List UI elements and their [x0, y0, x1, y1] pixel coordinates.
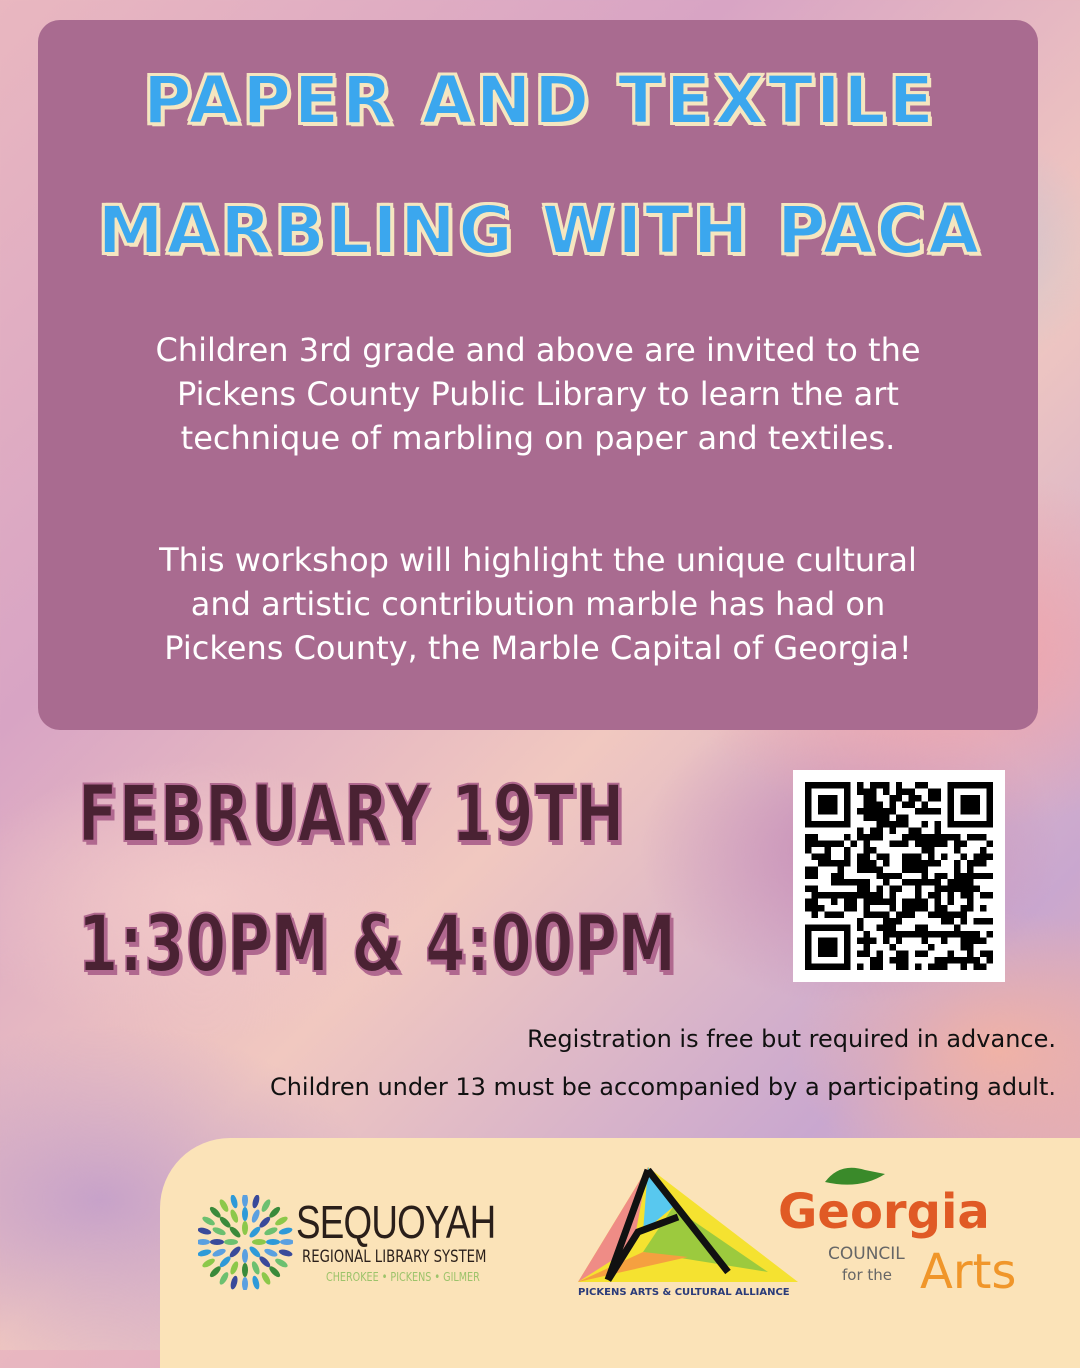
text-line: Children 3rd grade and above are invited to the — [155, 331, 921, 369]
text-line: Pickens County, the Marble Capital of Georgia! — [164, 629, 912, 667]
gca-for-the: for the — [842, 1266, 893, 1284]
description-paragraph-1 — [38, 328, 1038, 460]
gca-council: COUNCIL — [828, 1244, 905, 1264]
registration-note: Registration is free but required in advance. — [527, 1025, 1056, 1053]
sequoyah-name: SEQUOYAH — [296, 1196, 496, 1248]
paca-name: PICKENS ARTS & CULTURAL ALLIANCE — [578, 1287, 790, 1298]
sequoyah-subtitle: REGIONAL LIBRARY SYSTEM — [302, 1247, 487, 1267]
title-line-2: MARBLING WITH PACA — [97, 192, 983, 269]
gca-georgia: Georgia — [778, 1184, 990, 1240]
georgia-council-logo — [770, 1162, 1050, 1312]
event-date: FEBRUARY 19TH — [78, 770, 626, 860]
age-note: Children under 13 must be accompanied by a participating adult. — [269, 1073, 1056, 1101]
gca-arts: Arts — [920, 1244, 1017, 1300]
qr-code-icon — [805, 782, 993, 970]
description-paragraph-2 — [38, 538, 1038, 670]
text-line: technique of marbling on paper and textiles. — [180, 419, 896, 457]
text-line: This workshop will highlight the unique cultural — [159, 541, 917, 579]
sequoyah-counties: CHEROKEE • PICKENS • GILMER — [326, 1270, 480, 1284]
event-times: 1:30PM & 4:00PM — [78, 900, 678, 990]
leaf-burst-icon — [198, 1195, 293, 1290]
title-line-1: PAPER AND TEXTILE — [143, 62, 937, 139]
qr-code[interactable] — [793, 770, 1005, 982]
text-line: and artistic contribution marble has had on — [190, 585, 886, 623]
text-line: Pickens County Public Library to learn the art — [177, 375, 899, 413]
paca-triangle-icon — [578, 1162, 798, 1282]
sequoyah-logo — [198, 1195, 538, 1295]
